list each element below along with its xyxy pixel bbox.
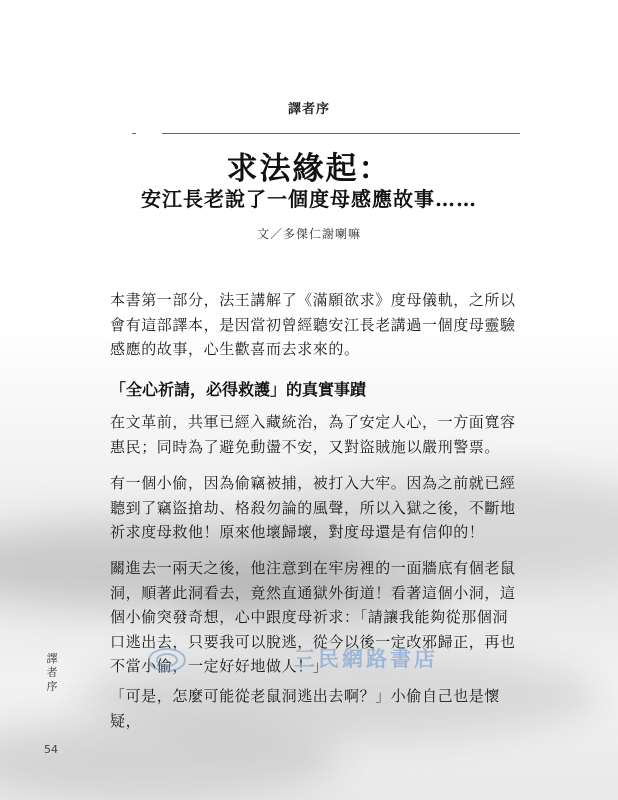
- body-paragraph: 關進去一兩天之後，他注意到在牢房裡的一面牆底有個老鼠洞，順著此洞看去，竟然直通獄外街道！看著這個小洞，這個小偷突發奇想，心中跟度母祈求：「請讓我能夠從那個洞口逃出去，只要我可以脫逃，從今以後一定改邪歸正，再也不當小偷，一定好好地做人！」: [110, 559, 516, 675]
- watermark: [148, 641, 438, 675]
- section-heading: 「全心祈請，必得救護」的真實事蹟: [110, 380, 367, 399]
- body-paragraph: 在文革前，共軍已經入藏統治，為了安定人心，一方面寬容惠民；同時為了避免動盪不安，又對盜賊施以嚴刑警票。: [110, 413, 516, 456]
- side-running-label: 譯者序: [46, 652, 58, 693]
- page-subtitle: 安江長老說了一個度母感應故事……: [141, 187, 477, 211]
- header-rule-left: [132, 133, 136, 134]
- body-paragraph: 本書第一部分，法王講解了《滿願欲求》度母儀軌，之所以會有這部譯本，是因當初曾經聽安江長老講過一個度母靈驗感應的故事，心生歡喜而去求來的。: [110, 291, 516, 358]
- author-byline: 文／多傑仁謝喇嘛: [256, 227, 361, 241]
- section-label: 譯者序: [287, 102, 330, 117]
- page-number: 54: [44, 743, 58, 756]
- header-rule-right: [162, 133, 520, 134]
- body-paragraph: 「可是，怎麼可能從老鼠洞逃出去啊？」小偷自己也是懷疑，: [110, 687, 501, 730]
- body-paragraph: 有一個小偷，因為偷竊被捕，被打入大牢。因為之前就已經聽到了竊盜搶劫、格殺勿論的風聲，所以入獄之後，不斷地祈求度母救他！原來他壞歸壞，對度母還是有信仰的！: [110, 474, 516, 541]
- watermark-text: 三民網路書店: [294, 647, 438, 671]
- page-title: 求法緣起：: [226, 151, 392, 187]
- watermark-logo-icon: [148, 644, 164, 672]
